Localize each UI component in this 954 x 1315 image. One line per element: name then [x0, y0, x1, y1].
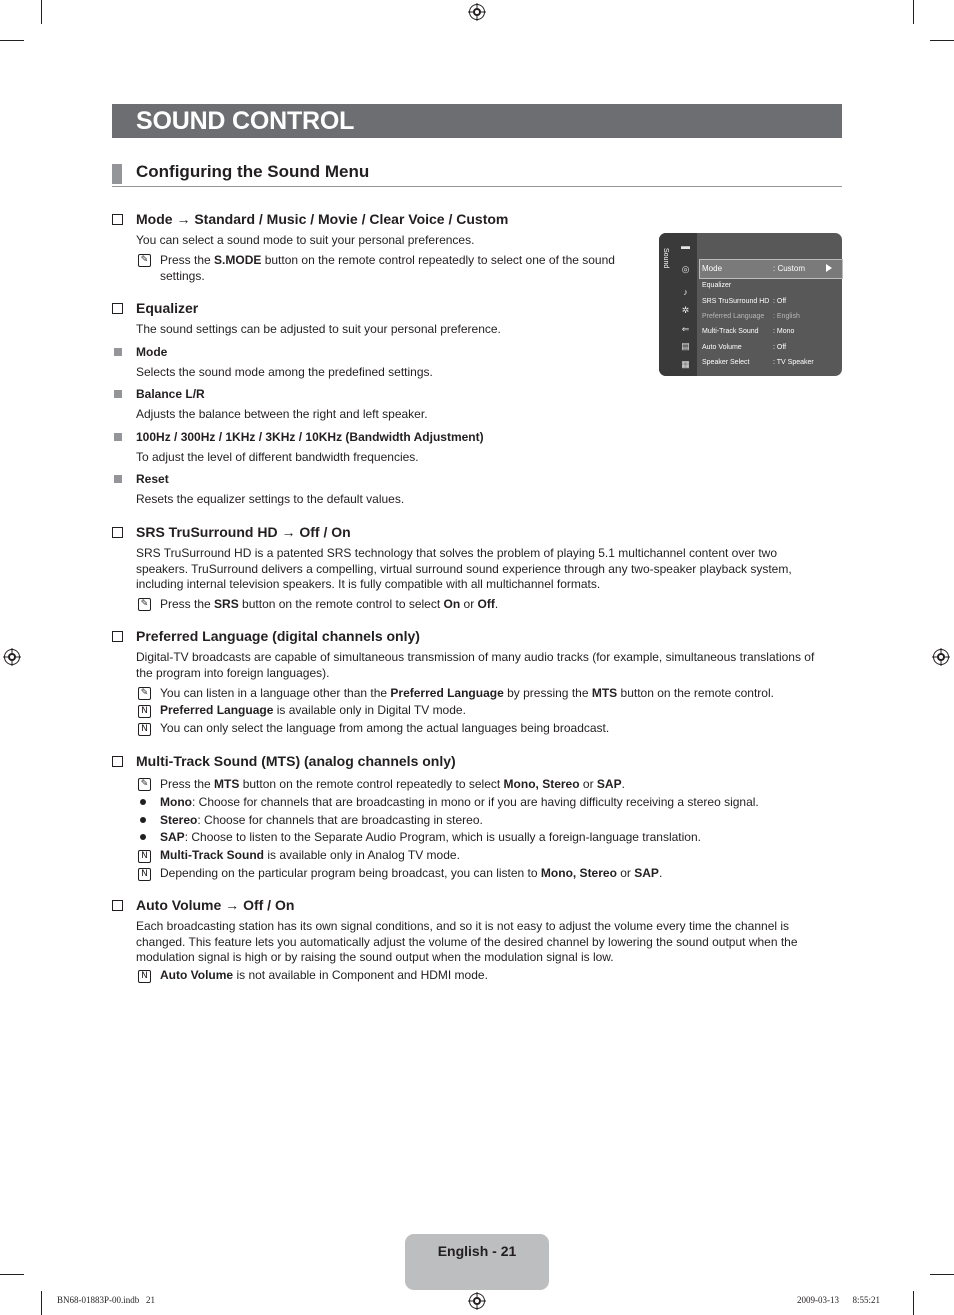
application-icon: ▤ — [681, 341, 690, 351]
registration-mark-icon — [932, 648, 950, 666]
mts-note: Depending on the particular program being broadcast, you can listen to Mono, Stereo or SAP. — [160, 866, 663, 880]
eq-item-title: 100Hz / 300Hz / 1KHz / 3KHz / 10KHz (Bandwidth Adjustment) — [136, 430, 484, 444]
page-title: SOUND CONTROL — [136, 107, 355, 135]
eq-item-desc: Adjusts the balance between the right and left speaker. — [136, 407, 428, 421]
bullet-icon — [140, 799, 146, 805]
mts-bullet: SAP: Choose to listen to the Separate Audio Program, which is usually a foreign-language translation. — [160, 830, 701, 844]
title-bar — [112, 104, 842, 138]
mts-bullet: Mono: Choose for channels that are broadcasting in mono or if you are having difficulty receiving a stereo signal. — [160, 795, 759, 809]
note-icon: ✎ — [138, 254, 151, 267]
crop-mark — [41, 1291, 42, 1315]
info-note-icon: N — [138, 868, 151, 881]
square-bullet-icon — [114, 433, 122, 441]
osd-row-label: SRS TruSurround HD — [702, 298, 770, 305]
eq-item-title: Mode — [136, 345, 168, 359]
auto-volume-note: Auto Volume is not available in Component and HDMI mode. — [160, 968, 488, 982]
page-number: English - 21 — [437, 1243, 517, 1259]
checkbox-icon — [112, 214, 123, 225]
equalizer-heading: Equalizer — [136, 300, 199, 316]
osd-row-label: Preferred Language — [702, 313, 765, 320]
srs-note: Press the SRS button on the remote control to select On or Off. — [160, 597, 499, 611]
info-note-icon: N — [138, 850, 151, 863]
auto-volume-heading: Auto Volume → Off / On — [136, 897, 295, 913]
eq-item-desc: Selects the sound mode among the predefined settings. — [136, 365, 433, 379]
checkbox-icon — [112, 756, 123, 767]
osd-row-value: : Off — [773, 344, 787, 351]
auto-volume-description: Each broadcasting station has its own signal conditions, and so it is not easy to adjust the volume every time the channel is changed. This feature lets you automatically adjust the volume of the desired channel by lowering the sound output when the modulation signal is high or by raising the sound output when the modulation signal is low. — [136, 919, 798, 964]
osd-row-label: Auto Volume — [702, 344, 742, 351]
osd-row-label: Mode — [702, 264, 723, 273]
srs-heading: SRS TruSurround HD → Off / On — [136, 524, 351, 540]
section-marker — [112, 164, 122, 184]
eq-item-desc: To adjust the level of different bandwidth frequencies. — [136, 450, 419, 464]
mode-description: You can select a sound mode to suit your personal preferences. — [136, 233, 475, 247]
registration-mark-icon — [468, 1292, 486, 1310]
preferred-language-description: Digital-TV broadcasts are capable of simultaneous transmission of many audio tracks (for example, simultaneous translations of the program into foreign languages). — [136, 650, 815, 680]
preferred-language-note: You can only select the language from among the actual languages being broadcast. — [160, 721, 610, 735]
eq-item-title: Balance L/R — [136, 387, 205, 401]
preferred-language-heading: Preferred Language (digital channels only) — [136, 628, 420, 644]
osd-row-label: Speaker Select — [702, 359, 750, 366]
support-icon: ▦ — [681, 359, 690, 369]
crop-mark — [930, 1274, 954, 1275]
mts-heading: Multi-Track Sound (MTS) (analog channels only) — [136, 753, 456, 769]
bullet-icon — [140, 834, 146, 840]
bullet-icon — [140, 817, 146, 823]
note-icon: ✎ — [138, 687, 151, 700]
preferred-language-note: Preferred Language is available only in Digital TV mode. — [160, 703, 466, 717]
checkbox-icon — [112, 527, 123, 538]
mts-note: Multi-Track Sound is available only in Analog TV mode. — [160, 848, 460, 862]
picture-icon: ▬ — [681, 241, 690, 251]
mode-heading: Mode → Standard / Music / Movie / Clear Voice / Custom — [136, 211, 509, 227]
info-note-icon: N — [138, 970, 151, 983]
info-note-icon: N — [138, 723, 151, 736]
crop-mark — [0, 1274, 24, 1275]
square-bullet-icon — [114, 475, 122, 483]
mts-note: Press the MTS button on the remote control repeatedly to select Mono, Stereo or SAP. — [160, 777, 625, 791]
note-icon: ✎ — [138, 598, 151, 611]
crop-mark — [0, 40, 24, 41]
mode-note: Press the S.MODE button on the remote control repeatedly to select one of the sound settings. — [160, 253, 615, 283]
registration-mark-icon — [468, 3, 486, 21]
setup-icon: ✲ — [681, 305, 690, 315]
info-note-icon: N — [138, 705, 151, 718]
registration-mark-icon — [3, 648, 21, 666]
osd-row-value: : Custom — [773, 264, 806, 273]
mts-bullet: Stereo: Choose for channels that are broadcasting in stereo. — [160, 813, 483, 827]
square-bullet-icon — [114, 390, 122, 398]
checkbox-icon — [112, 631, 123, 642]
osd-row-value: : Off — [773, 298, 787, 305]
osd-side-label: Sound — [662, 248, 669, 269]
date-slug: 2009-03-13 8:55:21 — [797, 1295, 880, 1305]
crop-mark — [930, 40, 954, 41]
eq-item-desc: Resets the equalizer settings to the default values. — [136, 492, 405, 506]
crop-mark — [913, 1291, 914, 1315]
osd-row-value: : Mono — [773, 328, 795, 335]
channel-icon: ♪ — [683, 287, 688, 297]
sound-icon: ◎ — [681, 264, 690, 274]
osd-row-label: Multi-Track Sound — [702, 328, 759, 335]
eq-item-title: Reset — [136, 472, 169, 486]
preferred-language-note: You can listen in a language other than the Preferred Language by pressing the MTS button on the remote control. — [160, 686, 774, 700]
crop-mark — [913, 0, 914, 24]
osd-row-label: Equalizer — [702, 282, 732, 289]
file-slug: BN68-01883P-00.indb 21 — [57, 1295, 156, 1305]
checkbox-icon — [112, 303, 123, 314]
equalizer-description: The sound settings can be adjusted to suit your personal preference. — [136, 322, 501, 336]
note-icon: ✎ — [138, 778, 151, 791]
square-bullet-icon — [114, 348, 122, 356]
osd-row-value: : English — [773, 313, 800, 320]
checkbox-icon — [112, 900, 123, 911]
srs-description: SRS TruSurround HD is a patented SRS technology that solves the problem of playing 5.1 multichannel content over two speakers. TruSurround delivers a compelling, virtual surround sound experience through any two-speaker playback system, including internal television speakers. It is fully compatible with all multichannel formats. — [136, 546, 792, 591]
section-divider — [112, 186, 842, 187]
input-icon: ⇐ — [681, 324, 690, 334]
osd-row-value: : TV Speaker — [773, 359, 814, 366]
page-number-tab — [405, 1234, 549, 1290]
play-arrow-icon — [826, 264, 832, 272]
crop-mark — [41, 0, 42, 24]
section-heading: Configuring the Sound Menu — [136, 162, 370, 181]
